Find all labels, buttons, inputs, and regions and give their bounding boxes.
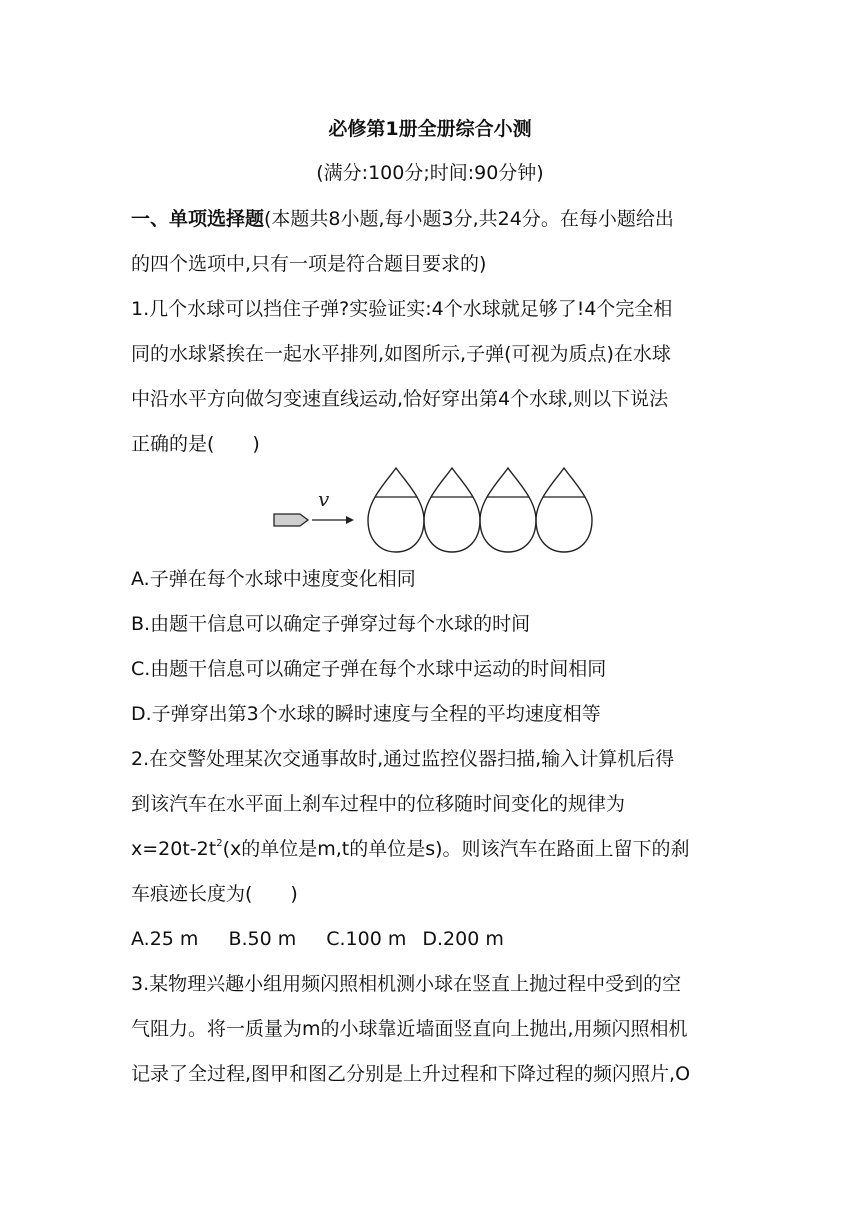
velocity-label: v (318, 487, 330, 511)
q3-line-1: 3.某物理兴趣小组用频闪照相机测小球在竖直上抛过程中受到的空 (131, 973, 682, 995)
q3-line-3: 记录了全过程,图甲和图乙分别是上升过程和下降过程的频闪照片,O (131, 1063, 691, 1085)
bullet-icon (274, 514, 308, 526)
q1-option-d: D.子弹穿出第3个水球的瞬时速度与全程的平均速度相等 (131, 703, 601, 725)
q2-formula: x=20t-2t (131, 838, 217, 860)
q2-option-c: C.100 m (326, 928, 407, 950)
section-heading (131, 207, 674, 231)
q1-line-3: 中沿水平方向做匀变速直线运动,恰好穿出第4个水球,则以下说法 (131, 388, 669, 410)
q1-line-4: 正确的是( ) (131, 433, 260, 455)
page-subtitle: (满分:100分;时间:90分钟) (316, 162, 544, 184)
water-ball-4 (536, 468, 592, 552)
section-desc-2: 的四个选项中,只有一项是符合题目要求的) (131, 253, 487, 275)
q2-options (131, 927, 504, 951)
q1-option-c: C.由题干信息可以确定子弹在每个水球中运动的时间相同 (131, 658, 607, 680)
q1-line-2: 同的水球紧挨在一起水平排列,如图所示,子弹(可视为质点)在水球 (131, 343, 671, 365)
section-label: 一、单项选择题 (131, 208, 265, 230)
q2-line-2: 到该汽车在水平面上刹车过程中的位移随时间变化的规律为 (131, 793, 626, 815)
q2-units: (x的单位是m,t的单位是s)。则该汽车在路面上留下的刹 (222, 838, 690, 860)
q2-option-b: B.50 m (228, 928, 297, 950)
q1-option-b: B.由题干信息可以确定子弹穿过每个水球的时间 (131, 613, 531, 635)
q2-option-a: A.25 m (131, 928, 199, 950)
water-ball-2 (424, 468, 480, 552)
q2-line-1: 2.在交警处理某次交通事故时,通过监控仪器扫描,输入计算机后得 (131, 748, 675, 770)
section-desc-1: (本题共8小题,每小题3分,共24分。在每小题给出 (264, 208, 674, 230)
q2-line-3 (131, 837, 690, 861)
q3-line-2: 气阻力。将一质量为m的小球靠近墙面竖直向上抛出,用频闪照相机 (131, 1018, 688, 1040)
water-ball-1 (368, 468, 424, 552)
water-balls-figure (268, 464, 598, 556)
q2-exponent: 2 (216, 838, 223, 849)
q1-option-a: A.子弹在每个水球中速度变化相同 (131, 568, 416, 590)
q2-line-4: 车痕迹长度为( ) (131, 883, 298, 905)
q1-line-1: 1.几个水球可以挡住子弹?实验证实:4个水球就足够了!4个完全相 (131, 298, 673, 320)
arrow-icon (312, 516, 354, 524)
q2-option-d: D.200 m (422, 928, 504, 950)
water-ball-3 (480, 468, 536, 552)
page-title: 必修第1册全册综合小测 (328, 118, 532, 140)
